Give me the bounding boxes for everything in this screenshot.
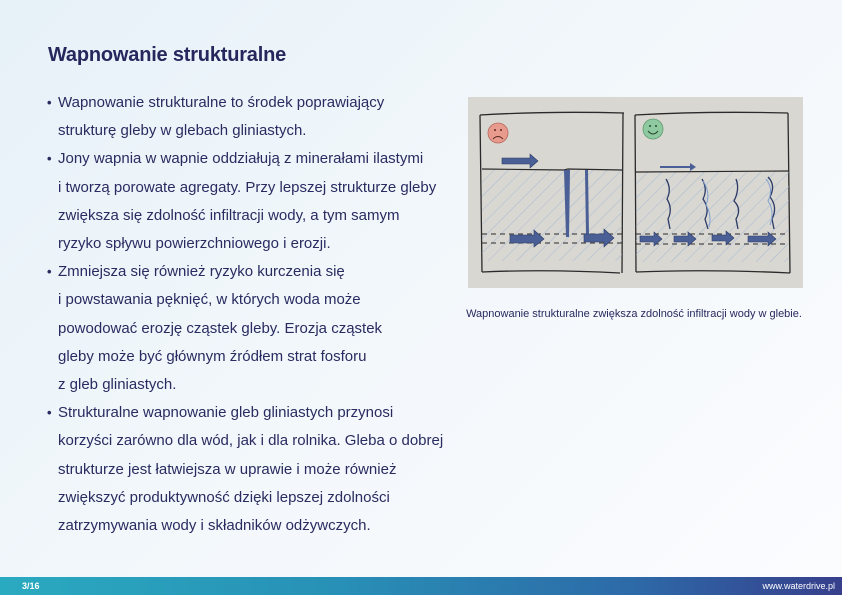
figure-caption: Wapnowanie strukturalne zwiększa zdolność infiltracji wody w glebie. [466,308,802,320]
bullet-line: z gleb gliniastych. [58,376,177,394]
bullet-item [46,258,466,399]
sad-face-icon [488,123,508,143]
footer-bar [0,577,842,595]
bullet-item [46,89,466,145]
bullet-line: Jony wapnia w wapnie oddziałują z minerałami ilastymi [58,150,424,168]
bullet-line: ryzyko spływu powierzchniowego i erozji. [58,235,331,253]
bullet-item [46,399,466,540]
website-link[interactable]: www.waterdrive.pl [762,581,835,591]
bullet-line: zwiększa się zdolność infiltracji wody, a tym samym [58,206,400,224]
bullet-line: strukturę gleby w glebach gliniastych. [58,122,307,140]
bullet-line: zatrzymywania wody i składników odżywczych. [58,517,371,535]
page-number: 3/16 [22,581,40,591]
happy-face-icon [643,119,663,139]
slide-title: Wapnowanie strukturalne [48,44,287,66]
bullet-line: i tworzą porowate agregaty. Przy lepszej strukturze gleby [58,178,437,196]
bullet-line: powodować erozję cząstek gleby. Erozja cząstek [58,319,383,337]
bullet-list [46,89,466,540]
bullet-dot: • [47,264,52,280]
bullet-line: strukturze jest łatwiejsza w uprawie i może również [58,460,397,478]
bullet-line: i powstawania pęknięć, w których woda może [58,291,361,309]
bullet-dot: • [47,95,52,110]
bullet-dot: • [47,151,52,167]
bullet-line: Zmniejsza się również ryzyko kurczenia się [58,263,345,281]
bullet-line: gleby może być głównym źródłem strat fosforu [58,347,367,365]
bullet-line: korzyści zarówno dla wód, jak i dla rolnika. Gleba o dobrej [58,432,444,450]
bullet-line: zwiększyć produktywność dzięki lepszej zdolności [58,488,390,506]
bullet-item [46,145,466,258]
infiltration-sketch-image [468,97,803,288]
bullet-line: Strukturalne wapnowanie gleb gliniastych przynosi [58,404,394,422]
bullet-dot: • [47,405,52,421]
bullet-line: Wapnowanie strukturalne to środek poprawiający [58,94,385,111]
